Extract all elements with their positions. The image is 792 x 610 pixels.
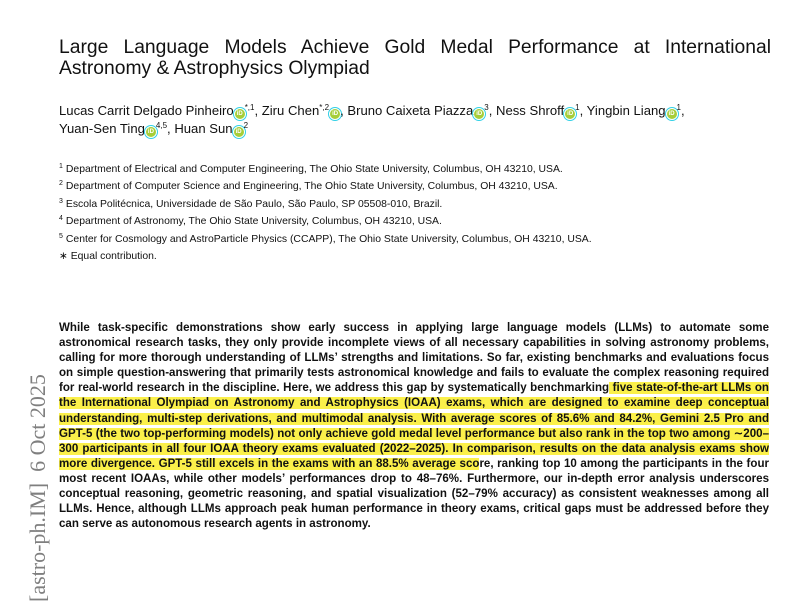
author-marks: 4,5 [155, 121, 168, 130]
affiliation [59, 178, 771, 195]
author-name: Lucas Carrit Delgado Pinheiro [59, 103, 234, 118]
affiliation-list [59, 161, 771, 265]
affiliation-text: Department of Astronomy, The Ohio State University, Columbus, OH 43210, USA. [65, 216, 442, 228]
author-list [59, 102, 771, 138]
author-name: Bruno Caixeta Piazza [347, 103, 474, 118]
orcid-icon[interactable]: iD [476, 111, 483, 117]
affiliation-mark: 2 [59, 180, 63, 188]
author-marks: *,2 [319, 103, 330, 112]
arxiv-stamp-text: [astro-ph.IM] 6 Oct 2025 [25, 374, 50, 602]
affiliation [59, 231, 771, 248]
affiliation-mark: 5 [59, 232, 63, 240]
affiliation [59, 213, 771, 230]
paper-title: Large Language Models Achieve Gold Medal Performance at International Astronomy & Astrophysics Olympiad [59, 37, 771, 79]
orcid-icon[interactable]: iD [236, 111, 243, 117]
arxiv-stamp [14, 300, 54, 610]
author-name: Ziru Chen [261, 103, 320, 118]
orcid-icon[interactable]: iD [332, 111, 339, 117]
author-marks: 1 [676, 103, 681, 112]
author-name: Huan Sun [174, 121, 233, 136]
author-line: Lucas Carrit Delgado Pinheiro $iD^{*,1}$, Ziru Chen$^{*,2}$iD , Bruno Caixeta Piazza $iD^3$, Ness Shroff $iD^1$, Yingbin Liang $iD^1$, [59, 103, 685, 118]
affiliation-text: Department of Electrical and Computer Engineering, The Ohio State University, Columbus, OH 43210, USA. [65, 164, 563, 175]
abstract-highlighted-text[interactable]: five state-of-the-art LLMs on the International Olympiad on Astronomy and Astrophysics (IOAA) exams, which are designed to examine deep conceptual understanding, multi-step derivations, and multimodal analysis. With average scores of 85.6% and 84.2%, Gemini 2.5 Pro and GPT-5 (the two top-performing models) not only achieve gold medal level performance but also rank in the top two among ∼200–300 participants in all four IOAA theory exams evaluated (2022–2025). In comparison, results on the data analysis exams show more divergence. GPT-5 still excels in the exams with an 88.5% average sco [59, 382, 769, 470]
affiliation-text: Equal contribution. [70, 251, 157, 263]
abstract-text: re, ranking top 10 among the participants in the four most recent IOAAs, while other models’ performances drop to 48–76%. Furthermore, our in-depth error analysis underscores conceptual reasoning, geometric reasoning, and spatial visualization (52–79% accuracy) as consistent weaknesses among all LLMs. Hence, although LLMs approach peak human performance in theory exams, critical gaps must be addressed before they can serve as autonomous research agents in astronomy. [59, 457, 769, 531]
affiliation-text: Department of Computer Science and Engineering, The Ohio State University, Columbus, OH 43210, USA. [65, 181, 558, 193]
affiliation [59, 161, 771, 178]
author-name: Yuan-Sen Ting [59, 121, 145, 136]
orcid-icon[interactable]: iD [235, 129, 242, 135]
affiliation-text: Center for Cosmology and AstroParticle Physics (CCAPP), The Ohio State University, Columbus, OH 43210, USA. [65, 233, 592, 245]
affiliation-mark: 1 [59, 163, 63, 170]
author-name: Yingbin Liang [586, 103, 666, 118]
author-marks: *,1 [244, 103, 255, 112]
orcid-icon[interactable]: iD [147, 129, 154, 135]
affiliation-mark: ∗ [59, 251, 68, 263]
equal-contribution-note [59, 248, 771, 265]
orcid-icon[interactable]: iD [668, 111, 675, 117]
orcid-icon[interactable]: iD [567, 111, 574, 117]
author-name: Ness Shroff [496, 103, 565, 118]
abstract-text: While task-specific demonstrations show early success in applying large language models (LLMs) to automate some astronomical research tasks, they only provide incomplete views of all necessary capabilities in solving astronomy problems, calling for more thorough understanding of LLMs’ strengths and limitations. So far, existing benchmarks and evaluations focus on simple question-answering that primarily tests astronomical knowledge and fails to evaluate the complex reasoning required for real-world research in the discipline. Here, we address this gap by systematically benchmarking [59, 322, 769, 395]
author-marks: 2 [243, 121, 249, 130]
author-line: Yuan-Sen Ting iD$^{4,5}$, Huan Sun $iD^2$ [59, 121, 249, 136]
abstract [59, 321, 769, 532]
affiliation-text: Escola Politécnica, Universidade de São Paulo, São Paulo, SP 05508-010, Brazil. [65, 198, 443, 210]
affiliation [59, 196, 771, 213]
author-marks: 3 [484, 103, 489, 112]
author-marks: 1 [575, 103, 580, 112]
affiliation-mark: 3 [59, 197, 63, 205]
affiliation-mark: 4 [59, 215, 63, 223]
